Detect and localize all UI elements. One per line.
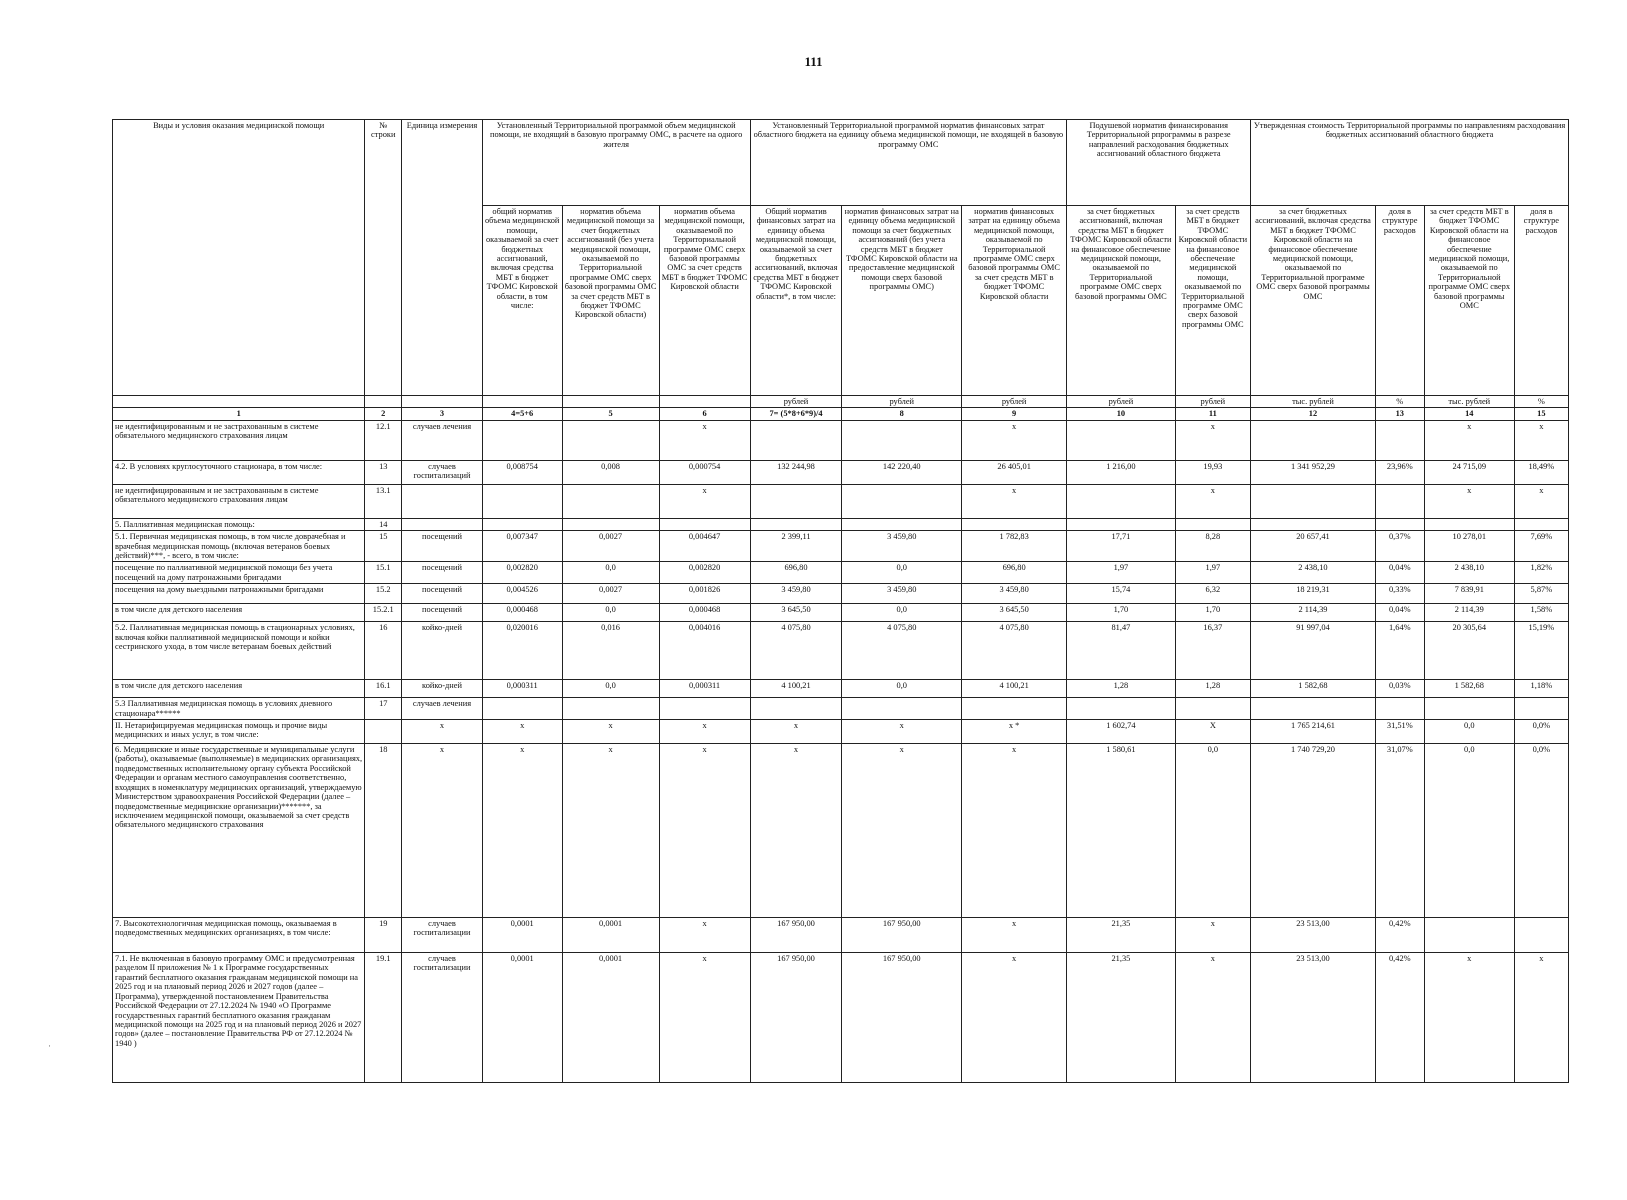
- table-cell: х: [1175, 918, 1251, 953]
- table-cell: [562, 698, 659, 720]
- units-row: [113, 396, 1569, 408]
- column-number: 9: [962, 408, 1067, 420]
- table-cell: 0,42%: [1375, 918, 1424, 953]
- table-cell: 2 114,39: [1251, 604, 1376, 622]
- table-cell: 0,0: [562, 680, 659, 698]
- table-cell: х: [1424, 484, 1514, 518]
- table-cell: 0,03%: [1375, 680, 1424, 698]
- table-cell: 18: [365, 744, 402, 918]
- column-number: 3: [402, 408, 483, 420]
- table-cell: 21,35: [1067, 918, 1175, 953]
- table-cell: 0,000468: [482, 604, 562, 622]
- table-row: [113, 720, 1569, 744]
- table-cell: 7,69%: [1514, 531, 1568, 562]
- table-cell: 4 075,80: [750, 622, 842, 680]
- table-cell: 1 582,68: [1251, 680, 1376, 698]
- table-cell: [1251, 484, 1376, 518]
- row-label: 4.2. В условиях круглосуточного стационара, в том числе:: [113, 460, 365, 484]
- table-cell: [1067, 698, 1175, 720]
- unit-cell: [482, 396, 562, 408]
- table-cell: 0,0001: [562, 918, 659, 953]
- row-label: 5. Паллиативная медицинская помощь:: [113, 518, 365, 530]
- table-cell: 13: [365, 460, 402, 484]
- table-row: [113, 531, 1569, 562]
- table-cell: [750, 420, 842, 460]
- table-cell: х: [482, 744, 562, 918]
- table-cell: 2 399,11: [750, 531, 842, 562]
- table-cell: 1,97: [1175, 562, 1251, 584]
- table-cell: 23,96%: [1375, 460, 1424, 484]
- table-row: [113, 562, 1569, 584]
- table-cell: [482, 698, 562, 720]
- table-row: [113, 484, 1569, 518]
- table-cell: 6,32: [1175, 584, 1251, 604]
- table-cell: 3 459,80: [842, 531, 962, 562]
- header-care-type: Виды и условия оказания медицинской помощи: [113, 120, 365, 396]
- table-cell: 15,19%: [1514, 622, 1568, 680]
- table-row: [113, 680, 1569, 698]
- unit-cell: рублей: [750, 396, 842, 408]
- table-cell: 0,0: [842, 562, 962, 584]
- row-label: в том числе для детского населения: [113, 604, 365, 622]
- table-cell: [1251, 518, 1376, 530]
- column-number: 12: [1251, 408, 1376, 420]
- table-cell: [1514, 698, 1568, 720]
- table-cell: 0,004647: [659, 531, 750, 562]
- table-cell: [482, 484, 562, 518]
- column-number: 14: [1424, 408, 1514, 420]
- table-cell: [482, 420, 562, 460]
- table-cell: 23 513,00: [1251, 953, 1376, 1083]
- table-cell: [1375, 420, 1424, 460]
- table-cell: [1175, 518, 1251, 530]
- table-cell: 1 216,00: [1067, 460, 1175, 484]
- table-cell: 31,07%: [1375, 744, 1424, 918]
- table-cell: х: [962, 953, 1067, 1083]
- table-cell: [562, 518, 659, 530]
- table-cell: 696,80: [750, 562, 842, 584]
- table-cell: 5,87%: [1514, 584, 1568, 604]
- table-cell: 0,004526: [482, 584, 562, 604]
- table-cell: х: [1175, 420, 1251, 460]
- table-cell: 0,000311: [482, 680, 562, 698]
- table-cell: 0,33%: [1375, 584, 1424, 604]
- table-cell: 167 950,00: [750, 953, 842, 1083]
- table-cell: [842, 518, 962, 530]
- column-number: 8: [842, 408, 962, 420]
- table-cell: х: [750, 744, 842, 918]
- table-cell: 2 438,10: [1251, 562, 1376, 584]
- table-cell: 0,020016: [482, 622, 562, 680]
- table-cell: [842, 698, 962, 720]
- table-cell: 0,0: [842, 604, 962, 622]
- table-cell: посещений: [402, 604, 483, 622]
- table-cell: 0,0001: [562, 953, 659, 1083]
- table-cell: 4 100,21: [750, 680, 842, 698]
- table-cell: 3 645,50: [750, 604, 842, 622]
- table-row: [113, 698, 1569, 720]
- header-col-15: доля в структуре расходов: [1514, 206, 1568, 396]
- table-cell: посещений: [402, 562, 483, 584]
- table-cell: 0,008: [562, 460, 659, 484]
- table-cell: 3 459,80: [962, 584, 1067, 604]
- table-cell: 0,000754: [659, 460, 750, 484]
- table-cell: [562, 420, 659, 460]
- unit-cell: рублей: [962, 396, 1067, 408]
- table-cell: 18 219,31: [1251, 584, 1376, 604]
- table-cell: 167 950,00: [750, 918, 842, 953]
- row-label: II. Нетарифицируемая медицинская помощь и прочие виды медицинских и иных услуг, в том числе:: [113, 720, 365, 744]
- table-cell: 0,0: [562, 604, 659, 622]
- table-cell: х: [1514, 420, 1568, 460]
- table-cell: 0,001826: [659, 584, 750, 604]
- unit-cell: %: [1375, 396, 1424, 408]
- header-col-8: норматив финансовых затрат на единицу объема медицинской помощи за счет бюджетных ассигнований (без учета средств МБТ в бюджет ТФОМС Кировской области на предоставление медицинской помощи сверх базовой программы ОМС): [842, 206, 962, 396]
- table-cell: 1,28: [1067, 680, 1175, 698]
- table-row: [113, 744, 1569, 918]
- table-cell: 1 580,61: [1067, 744, 1175, 918]
- row-label: 7. Высокотехнологичная медицинская помощь, оказываемая в подведомственных медицинских организациях, в том числе:: [113, 918, 365, 953]
- table-row: [113, 518, 1569, 530]
- header-col-14: за счет средств МБТ в бюджет ТФОМС Кировской области на финансовое обеспечение медицинской помощи, оказываемой по Территориальной программе ОМС сверх базовой программы ОМС: [1424, 206, 1514, 396]
- table-cell: 3 645,50: [962, 604, 1067, 622]
- table-cell: случаев госпитализаций: [402, 460, 483, 484]
- table-cell: 15.1: [365, 562, 402, 584]
- table-cell: [402, 518, 483, 530]
- table-cell: 0,000468: [659, 604, 750, 622]
- unit-cell: рублей: [1067, 396, 1175, 408]
- header-volume-group: Установленный Территориальной программой объем медицинской помощи, не входящий в базовую программу ОМС, в расчете на одного жителя: [482, 120, 750, 206]
- column-number: 11: [1175, 408, 1251, 420]
- table-cell: 0,002820: [659, 562, 750, 584]
- table-cell: 17: [365, 698, 402, 720]
- table-cell: 12.1: [365, 420, 402, 460]
- table-cell: [1067, 484, 1175, 518]
- table-cell: [1424, 518, 1514, 530]
- table-cell: х: [1424, 953, 1514, 1083]
- table-cell: 1,28: [1175, 680, 1251, 698]
- table-cell: х: [1175, 484, 1251, 518]
- table-cell: 0,0: [842, 680, 962, 698]
- table-cell: 0,0001: [482, 918, 562, 953]
- table-cell: 1,97: [1067, 562, 1175, 584]
- table-cell: [962, 518, 1067, 530]
- table-cell: [1514, 918, 1568, 953]
- table-cell: 19,93: [1175, 460, 1251, 484]
- table-cell: 26 405,01: [962, 460, 1067, 484]
- row-label: не идентифицированным и не застрахованным в системе обязательного медицинского страхования лицам: [113, 420, 365, 460]
- column-number: 10: [1067, 408, 1175, 420]
- page-number: 111: [804, 54, 823, 69]
- table-cell: 0,04%: [1375, 562, 1424, 584]
- table-cell: [842, 420, 962, 460]
- header-col-5: норматив объема медицинской помощи за счет бюджетных ассигнований (без учета медицинской помощи, оказываемой по Территориальной программе ОМС сверх базовой программы ОМС за счет средств МБТ в бюджет ТФОМС Кировской области): [562, 206, 659, 396]
- table-cell: 31,51%: [1375, 720, 1424, 744]
- table-cell: 1 341 952,29: [1251, 460, 1376, 484]
- table-cell: [1067, 420, 1175, 460]
- table-cell: х: [659, 720, 750, 744]
- table-cell: 0,0001: [482, 953, 562, 1083]
- table-cell: 0,0%: [1514, 744, 1568, 918]
- table-cell: 0,007347: [482, 531, 562, 562]
- column-number: 15: [1514, 408, 1568, 420]
- table-cell: х: [1514, 953, 1568, 1083]
- unit-cell: [113, 396, 365, 408]
- table-cell: [1375, 518, 1424, 530]
- table-cell: 0,0%: [1514, 720, 1568, 744]
- table-cell: 0,0: [562, 562, 659, 584]
- table-cell: 13.1: [365, 484, 402, 518]
- table-row: [113, 622, 1569, 680]
- row-label: 7.1. Не включенная в базовую программу ОМС и предусмотренная разделом II приложения № 1 к Программе государственных гарантий бесплатного оказания гражданам медицинской помощи на 2025 год и на плановый период 2026 и 2027 годов (далее – Программа), утвержденной постановлением Правительства Российской Федерации от 27.12.2024 № 1940 «О Программе государственных гарантий бесплатного оказания гражданам медицинской помощи на 2025 год и на плановый период 2026 и 2027 годов» (далее – постановление Правительства РФ от 27.12.2024 № 1940 ): [113, 953, 365, 1083]
- table-cell: 0,0: [1175, 744, 1251, 918]
- table-cell: х: [562, 720, 659, 744]
- table-cell: [842, 484, 962, 518]
- row-label: посещения на дому выездными патронажными бригадами: [113, 584, 365, 604]
- table-cell: 0,0027: [562, 531, 659, 562]
- table-cell: 696,80: [962, 562, 1067, 584]
- table-cell: [1067, 518, 1175, 530]
- header-row-number: № строки: [365, 120, 402, 396]
- table-cell: х: [962, 420, 1067, 460]
- table-cell: 16,37: [1175, 622, 1251, 680]
- table-cell: 0,0: [1424, 720, 1514, 744]
- table-cell: [1175, 698, 1251, 720]
- table-cell: 23 513,00: [1251, 918, 1376, 953]
- unit-cell: [659, 396, 750, 408]
- row-label: 5.1. Первичная медицинская помощь, в том числе доврачебная и врачебная медицинская помощь (включая ветеранов боевых действий)***, - всего, в том числе:: [113, 531, 365, 562]
- table-cell: х: [659, 420, 750, 460]
- table-body: [113, 420, 1569, 1082]
- table-cell: случаев лечения: [402, 420, 483, 460]
- table-cell: 1 582,68: [1424, 680, 1514, 698]
- table-cell: [962, 698, 1067, 720]
- row-label: 5.2. Паллиативная медицинская помощь в стационарных условиях, включая койки паллиативной медицинской помощи и койки сестринского ухода, в том числе ветеранам боевых действий: [113, 622, 365, 680]
- table-cell: 0,37%: [1375, 531, 1424, 562]
- table-cell: х: [1514, 484, 1568, 518]
- table-cell: 15.2: [365, 584, 402, 604]
- table-cell: [1251, 698, 1376, 720]
- table-cell: 7 839,91: [1424, 584, 1514, 604]
- table-cell: [659, 518, 750, 530]
- table-cell: посещений: [402, 584, 483, 604]
- table-cell: х: [750, 720, 842, 744]
- table-cell: 0,04%: [1375, 604, 1424, 622]
- table-cell: х: [962, 484, 1067, 518]
- table-cell: [402, 484, 483, 518]
- table-cell: 16: [365, 622, 402, 680]
- table-cell: 2 438,10: [1424, 562, 1514, 584]
- table-cell: х *: [962, 720, 1067, 744]
- table-cell: 3 459,80: [842, 584, 962, 604]
- table-cell: случаев лечения: [402, 698, 483, 720]
- header-col-4: общий норматив объема медицинской помощи, оказываемой за счет бюджетных ассигнований, включая средства МБТ в бюджет ТФОМС Кировской области, в том числе:: [482, 206, 562, 396]
- header-col-10: за счет бюджетных ассигнований, включая средства МБТ в бюджет ТФОМС Кировской области на финансовое обеспечение медицинской помощи, оказываемой по Территориальной программе ОМС сверх базовой программы ОМС: [1067, 206, 1175, 396]
- column-number: 4=5+6: [482, 408, 562, 420]
- table-cell: 16.1: [365, 680, 402, 698]
- table-cell: 15.2.1: [365, 604, 402, 622]
- table-cell: 167 950,00: [842, 918, 962, 953]
- table-cell: койко-дней: [402, 622, 483, 680]
- table-cell: 1 740 729,20: [1251, 744, 1376, 918]
- header-approved-cost-group: Утвержденная стоимость Территориальной программы по направлениям расходования бюджетных ассигнований областного бюджета: [1251, 120, 1569, 206]
- table-cell: х: [659, 484, 750, 518]
- table-cell: 0,42%: [1375, 953, 1424, 1083]
- table-cell: 19.1: [365, 953, 402, 1083]
- table-cell: 10 278,01: [1424, 531, 1514, 562]
- unit-cell: тыс. рублей: [1424, 396, 1514, 408]
- header-col-13: доля в структуре расходов: [1375, 206, 1424, 396]
- table-cell: 1,70: [1175, 604, 1251, 622]
- table-cell: 1,58%: [1514, 604, 1568, 622]
- table-cell: х: [659, 918, 750, 953]
- unit-cell: [365, 396, 402, 408]
- header-per-capita-group: Подушевой норматив финансирования Территориальной рпрограммы в разрезе направлений расходования бюджетных ассигнований областного бюджета: [1067, 120, 1251, 206]
- budget-table: [112, 119, 1569, 1083]
- table-cell: 167 950,00: [842, 953, 962, 1083]
- header-col-9: норматив финансовых затрат на единицу объема медицинской помощи, оказываемой по Территориальной программе ОМС сверх базовой программы ОМС за счет средств МБТ в бюджет ТФОМС Кировской области: [962, 206, 1067, 396]
- table-cell: х: [402, 720, 483, 744]
- table-cell: х: [562, 744, 659, 918]
- table-cell: [659, 698, 750, 720]
- table-row: [113, 604, 1569, 622]
- table-cell: [750, 484, 842, 518]
- table-cell: 1,70: [1067, 604, 1175, 622]
- table-cell: 3 459,80: [750, 584, 842, 604]
- table-cell: 4 075,80: [842, 622, 962, 680]
- table-cell: 1 765 214,61: [1251, 720, 1376, 744]
- column-number: 1: [113, 408, 365, 420]
- table-cell: [1251, 420, 1376, 460]
- table-cell: [562, 484, 659, 518]
- table-row: [113, 918, 1569, 953]
- table-cell: 0,000311: [659, 680, 750, 698]
- table-cell: [1424, 698, 1514, 720]
- table-cell: х: [962, 744, 1067, 918]
- table-cell: х: [842, 720, 962, 744]
- table-cell: 15: [365, 531, 402, 562]
- column-number: 7= (5*8+6*9)/4: [750, 408, 842, 420]
- table-row: [113, 460, 1569, 484]
- table-cell: 8,28: [1175, 531, 1251, 562]
- column-number: 5: [562, 408, 659, 420]
- table-cell: [1424, 918, 1514, 953]
- table-cell: [750, 518, 842, 530]
- column-number: 2: [365, 408, 402, 420]
- table-cell: х: [962, 918, 1067, 953]
- table-cell: 2 114,39: [1424, 604, 1514, 622]
- table-cell: х: [659, 953, 750, 1083]
- table-cell: х: [842, 744, 962, 918]
- table-cell: 20 305,64: [1424, 622, 1514, 680]
- table-row: [113, 953, 1569, 1083]
- header-col-7: Общий норматив финансовых затрат на единицу объема медицинской помощи, оказываемой за счет бюджетных ассигнований, включая средства МБТ в бюджет ТФОМС Кировской области*, в том числе:: [750, 206, 842, 396]
- table-cell: койко-дней: [402, 680, 483, 698]
- unit-cell: [562, 396, 659, 408]
- table-cell: 1 782,83: [962, 531, 1067, 562]
- table-cell: 1,82%: [1514, 562, 1568, 584]
- table-cell: [1514, 518, 1568, 530]
- row-label: 6. Медицинские и иные государственные и муниципальные услуги (работы), оказываемые (выполняемые) в медицинских организациях, подведомственных исполнительному органу субъекта Российской Федерации и органам местного самоуправления соответственно, входящих в номенклатуру медицинских организаций, утверждаемую Министерством здравоохранения Российской Федерации (далее – подведомственные медицинские организации)*******, за исключением медицинской помощи, оказываемой за счет средств обязательного медицинского страхования: [113, 744, 365, 918]
- table-cell: х: [1424, 420, 1514, 460]
- table-cell: х: [1175, 953, 1251, 1083]
- table-cell: Х: [1175, 720, 1251, 744]
- table-cell: [365, 720, 402, 744]
- table-cell: 0,002820: [482, 562, 562, 584]
- table-cell: 24 715,09: [1424, 460, 1514, 484]
- header-cost-norm-group: Установленный Территориальной программой норматив финансовых затрат областного бюджета на единицу объема медицинской помощи, не входящей в базовую программу ОМС: [750, 120, 1067, 206]
- table-cell: х: [402, 744, 483, 918]
- table-cell: 0,0027: [562, 584, 659, 604]
- table-cell: 142 220,40: [842, 460, 962, 484]
- table-cell: 14: [365, 518, 402, 530]
- row-label: в том числе для детского населения: [113, 680, 365, 698]
- table-cell: 1,64%: [1375, 622, 1424, 680]
- row-label: посещение по паллиативной медицинской помощи без учета посещений на дому патронажными бригадами: [113, 562, 365, 584]
- unit-cell: рублей: [1175, 396, 1251, 408]
- table-cell: 1,18%: [1514, 680, 1568, 698]
- table-cell: 17,71: [1067, 531, 1175, 562]
- table-cell: 19: [365, 918, 402, 953]
- table-cell: 4 100,21: [962, 680, 1067, 698]
- column-numbers-row: [113, 408, 1569, 420]
- table-cell: 0,008754: [482, 460, 562, 484]
- header-row-groups: [113, 120, 1569, 206]
- table-cell: [1375, 698, 1424, 720]
- table-cell: 91 997,04: [1251, 622, 1376, 680]
- row-label: 5.3 Паллиативная медицинская помощь в условиях дневного стационара******: [113, 698, 365, 720]
- table-cell: 0,0: [1424, 744, 1514, 918]
- unit-cell: %: [1514, 396, 1568, 408]
- table-cell: случаев госпитализации: [402, 953, 483, 1083]
- unit-cell: [402, 396, 483, 408]
- table-cell: 21,35: [1067, 953, 1175, 1083]
- table-cell: 0,016: [562, 622, 659, 680]
- table-cell: 15,74: [1067, 584, 1175, 604]
- unit-cell: тыс. рублей: [1251, 396, 1376, 408]
- margin-dot: ·: [48, 1041, 51, 1051]
- table-cell: 20 657,41: [1251, 531, 1376, 562]
- header-col-6: норматив объема медицинской помощи, оказываемой по Территориальной программе ОМС сверх базовой программы ОМС за счет средств МБТ в бюджет ТФОМС Кировской области: [659, 206, 750, 396]
- table-cell: 81,47: [1067, 622, 1175, 680]
- table-cell: 0,004016: [659, 622, 750, 680]
- header-unit: Единица измерения: [402, 120, 483, 396]
- column-number: 13: [1375, 408, 1424, 420]
- table-cell: 18,49%: [1514, 460, 1568, 484]
- table-cell: 1 602,74: [1067, 720, 1175, 744]
- unit-cell: рублей: [842, 396, 962, 408]
- table-cell: случаев госпитализации: [402, 918, 483, 953]
- table-cell: х: [659, 744, 750, 918]
- table-cell: 132 244,98: [750, 460, 842, 484]
- row-label: не идентифицированным и не застрахованным в системе обязательного медицинского страхования лицам: [113, 484, 365, 518]
- table-row: [113, 584, 1569, 604]
- table-row: [113, 420, 1569, 460]
- column-number: 6: [659, 408, 750, 420]
- header-col-12: за счет бюджетных ассигнований, включая средства МБТ в бюджет ТФОМС Кировской области на финансовое обеспечение медицинской помощи, оказываемой по Территориальной программе ОМС сверх базовой программы ОМС: [1251, 206, 1376, 396]
- table-cell: [482, 518, 562, 530]
- table-cell: [1375, 484, 1424, 518]
- table-cell: х: [482, 720, 562, 744]
- table-cell: [750, 698, 842, 720]
- table-cell: посещений: [402, 531, 483, 562]
- table-cell: 4 075,80: [962, 622, 1067, 680]
- header-col-11: за счет средств МБТ в бюджет ТФОМС Кировской области на финансовое обеспечение медицинской помощи, оказываемой по Территориальной программе ОМС сверх базовой программы ОМС: [1175, 206, 1251, 396]
